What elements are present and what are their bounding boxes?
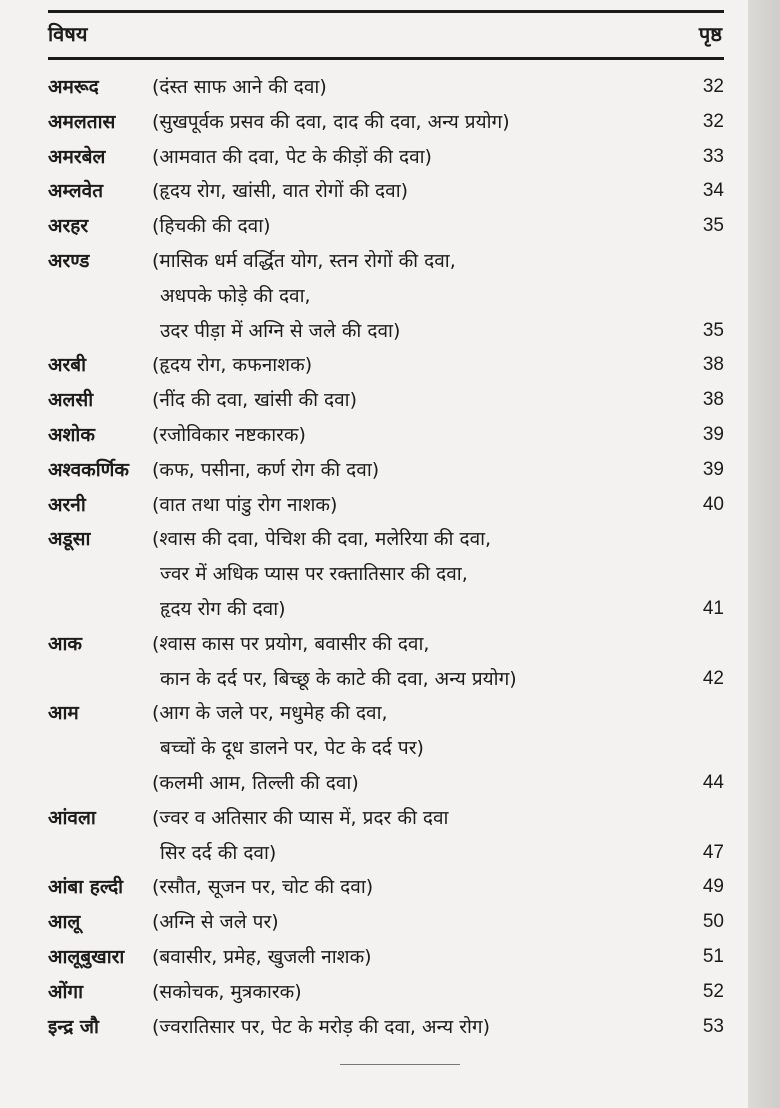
entry-description: (आमवात की दवा, पेट के कीड़ों की दवा) bbox=[152, 145, 432, 168]
toc-entry-line bbox=[48, 174, 724, 209]
entry-page-number: 38 bbox=[702, 354, 724, 376]
entry-page-number: 44 bbox=[702, 771, 724, 793]
table-of-contents bbox=[48, 70, 724, 1044]
toc-entry-line bbox=[48, 940, 724, 975]
entry-description: (हृदय रोग, कफनाशक) bbox=[152, 354, 313, 377]
entry-description: (सुखपूर्वक प्रसव की दवा, दाद की दवा, अन्य प्रयोग) bbox=[152, 110, 510, 133]
toc-entry-line bbox=[48, 314, 724, 349]
entry-term: अश्वकर्णिक bbox=[48, 458, 129, 481]
entry-page-number: 53 bbox=[702, 1015, 724, 1037]
toc-entry-line bbox=[48, 140, 724, 175]
end-rule bbox=[340, 1064, 460, 1065]
entry-description: (ज्वरातिसार पर, पेट के मरोड़ की दवा, अन्य रोग) bbox=[152, 1015, 490, 1038]
entry-page-number: 32 bbox=[702, 76, 724, 97]
entry-term: आंबा हल्दी bbox=[48, 876, 124, 899]
toc-entry-line bbox=[48, 557, 724, 592]
entry-term: अरहर bbox=[48, 215, 89, 238]
entry-description: बच्चों के दूध डालने पर, पेट के दर्द पर) bbox=[160, 737, 424, 760]
entry-term: आम bbox=[48, 702, 79, 725]
entry-term: अडूसा bbox=[48, 528, 91, 551]
toc-entry-line bbox=[48, 348, 724, 383]
toc-entry-line bbox=[48, 696, 724, 731]
toc-entry-line bbox=[48, 70, 724, 105]
toc-entry-line bbox=[48, 627, 724, 662]
entry-term: अमरूद bbox=[48, 76, 99, 98]
entry-term: अमरबेल bbox=[48, 145, 106, 168]
entry-page-number: 33 bbox=[702, 145, 724, 167]
entry-term: अरबी bbox=[48, 354, 87, 377]
entry-description: कान के दर्द पर, बिच्छू के काटे की दवा, अन्य प्रयोग) bbox=[160, 667, 517, 690]
entry-description: हृदय रोग की दवा) bbox=[160, 597, 286, 620]
entry-description: (रसौत, सूजन पर, चोट की दवा) bbox=[152, 876, 374, 899]
entry-description: (ज्वर व अतिसार की प्यास में, प्रदर की दवा bbox=[152, 806, 449, 829]
entry-description: (नींद की दवा, खांसी की दवा) bbox=[152, 389, 358, 412]
entry-description: (बवासीर, प्रमेह, खुजली नाशक) bbox=[152, 945, 372, 968]
entry-description: (कफ, पसीना, कर्ण रोग की दवा) bbox=[152, 458, 380, 481]
entry-description: (सकोचक, मुत्रकारक) bbox=[152, 980, 302, 1003]
entry-term: आक bbox=[48, 632, 83, 655]
entry-description: (हिचकी की दवा) bbox=[152, 215, 271, 238]
toc-entry-line bbox=[48, 975, 724, 1010]
entry-page-number: 51 bbox=[702, 945, 724, 967]
entry-description: (श्वास कास पर प्रयोग, बवासीर की दवा, bbox=[152, 632, 430, 655]
toc-entry-line bbox=[48, 209, 724, 244]
entry-page-number: 32 bbox=[702, 110, 724, 132]
entry-page-number: 34 bbox=[702, 180, 724, 202]
toc-entry-line bbox=[48, 836, 724, 871]
toc-entry-line bbox=[48, 279, 724, 314]
entry-page-number: 40 bbox=[702, 493, 724, 515]
entry-description: अधपके फोड़े की दवा, bbox=[160, 284, 311, 307]
entry-page-number: 47 bbox=[702, 841, 724, 863]
entry-term: अम्लवेत bbox=[48, 180, 104, 203]
entry-term: इन्द्र जौ bbox=[48, 1015, 99, 1038]
entry-page-number: 35 bbox=[702, 215, 724, 237]
top-rule bbox=[48, 10, 724, 13]
entry-page-number: 49 bbox=[702, 876, 724, 898]
page-edge bbox=[748, 0, 780, 1108]
entry-term: आलूबुखारा bbox=[48, 945, 125, 968]
entry-term: अरनी bbox=[48, 493, 86, 516]
entry-term: ओंगा bbox=[48, 980, 84, 1003]
entry-description: ज्वर में अधिक प्यास पर रक्तातिसार की दवा, bbox=[160, 563, 468, 586]
column-header-subject: विषय bbox=[48, 22, 88, 46]
entry-page-number: 38 bbox=[702, 389, 724, 411]
entry-page-number: 39 bbox=[702, 458, 724, 480]
entry-description: (आग के जले पर, मधुमेह की दवा, bbox=[152, 702, 388, 725]
entry-page-number: 50 bbox=[702, 911, 724, 933]
entry-description: उदर पीड़ा में अग्नि से जले की दवा) bbox=[160, 319, 401, 342]
entry-page-number: 42 bbox=[702, 667, 724, 689]
toc-entry-line bbox=[48, 488, 724, 523]
toc-entry-line bbox=[48, 731, 724, 766]
entry-term: आलू bbox=[48, 911, 81, 934]
entry-term: अलसी bbox=[48, 389, 94, 412]
entry-description: (रजोविकार नष्टकारक) bbox=[152, 423, 306, 446]
toc-entry-line bbox=[48, 522, 724, 557]
column-header-page: पृष्ठ bbox=[698, 22, 722, 46]
entry-term: अरण्ड bbox=[48, 249, 90, 272]
entry-description: (अग्नि से जले पर) bbox=[152, 911, 279, 934]
toc-entry-line bbox=[48, 870, 724, 905]
entry-description: (दंस्त साफ आने की दवा) bbox=[152, 76, 327, 98]
toc-entry-line bbox=[48, 453, 724, 488]
toc-entry-line bbox=[48, 801, 724, 836]
entry-term: आंवला bbox=[48, 806, 96, 829]
entry-description: सिर दर्द की दवा) bbox=[160, 841, 277, 864]
toc-entry-line bbox=[48, 592, 724, 627]
toc-entry-line bbox=[48, 662, 724, 697]
toc-entry-line bbox=[48, 418, 724, 453]
entry-description: (श्वास की दवा, पेचिश की दवा, मलेरिया की दवा, bbox=[152, 528, 492, 551]
header-rule bbox=[48, 57, 724, 60]
entry-page-number: 39 bbox=[702, 423, 724, 445]
entry-description: (मासिक धर्म वर्द्धित योग, स्तन रोगों की दवा, bbox=[152, 249, 456, 272]
entry-description: (कलमी आम, तिल्ली की दवा) bbox=[152, 771, 359, 794]
entry-term: अमलतास bbox=[48, 110, 116, 133]
toc-entry-line bbox=[48, 1010, 724, 1045]
entry-term: अशोक bbox=[48, 423, 95, 446]
entry-description: (हृदय रोग, खांसी, वात रोगों की दवा) bbox=[152, 180, 409, 203]
entry-description: (वात तथा पांडु रोग नाशक) bbox=[152, 493, 338, 516]
toc-entry-line bbox=[48, 905, 724, 940]
entry-page-number: 41 bbox=[702, 597, 724, 619]
toc-entry-line bbox=[48, 244, 724, 279]
toc-entry-line bbox=[48, 105, 724, 140]
entry-page-number: 35 bbox=[702, 319, 724, 341]
toc-entry-line bbox=[48, 766, 724, 801]
entry-page-number: 52 bbox=[702, 980, 724, 1002]
toc-entry-line bbox=[48, 383, 724, 418]
